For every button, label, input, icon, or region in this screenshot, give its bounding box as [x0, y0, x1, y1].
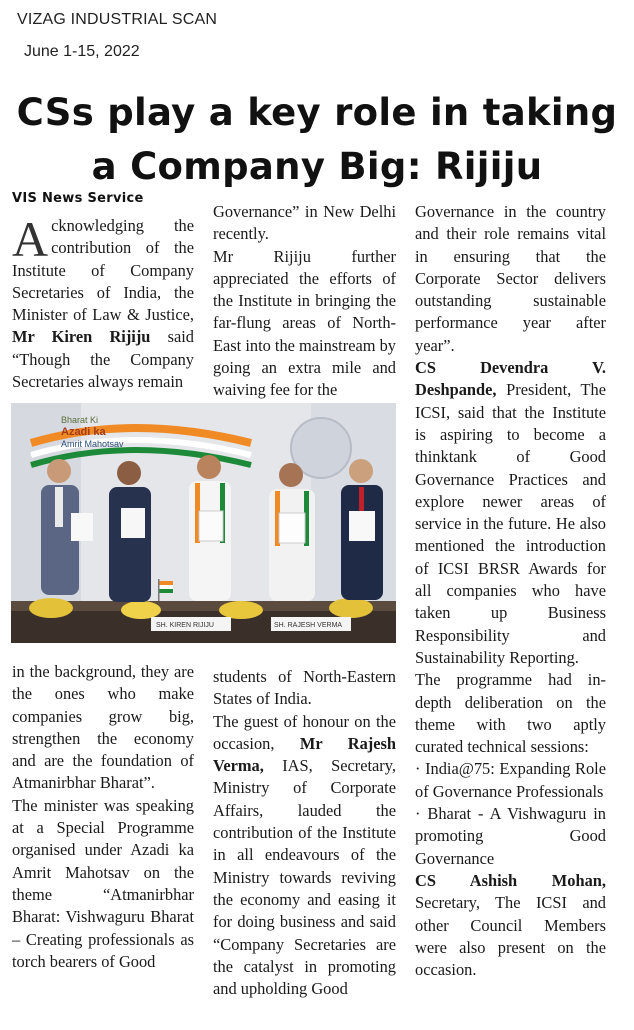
column-2-top: [213, 201, 396, 402]
backdrop-text-3: Amrit Mahotsav: [61, 439, 124, 449]
col3-paragraph-1: Governance in the country and their role remains vital in ensuring that the Corporate Sector delivers outstanding sustainable performance year after year”.: [415, 202, 606, 355]
col3-paragraph-4: [415, 870, 606, 981]
nameplate-text: SH. KIREN RIJIJU: [156, 622, 214, 629]
guest-text-b: IAS, Secretary, Ministry of Corporate Affairs, lauded the contribution of the Institute in all endeavours of the Ministry towards reviving the economy and easing it for doing business and said “Company Secretaries are the catalyst in promoting and upholding Good: [213, 756, 396, 999]
col2-paragraph-2: Mr Rijiju further appreciated the efforts of the Institute in bringing the far-flung areas of North-East into the mainstream by going an extra mile and waiving fee for the: [213, 246, 396, 400]
col1-bottom-paragraph-1: in the background, they are the ones who make companies grow big, strengthen the economy and are the foundation of Atmanirbhar Bharat”.: [12, 662, 194, 793]
headline: [0, 86, 634, 194]
col3-paragraph-2-text: President, The ICSI, said that the Institute is aspiring to become a thinktank of Good Governance Practices and explore newer areas of service in the future. He also mentioned the introduction of ICSI BRSR Awards for all companies who have taken up Business Responsibility and Sustainability Reporting.: [415, 380, 606, 667]
headline-line-2: a Company Big: Rijiju: [91, 145, 543, 188]
minister-name: Mr Kiren Rijiju: [12, 327, 151, 347]
column-1-top: [12, 211, 194, 393]
session-bullet-1: · India@75: Expanding Role of Governance Professionals: [415, 759, 606, 801]
intro-text-b: said “Though the Company Secretaries always remain: [12, 327, 194, 392]
guest-name: Mr Rajesh Verma,: [213, 733, 396, 776]
secretary-name: CS Ashish Mohan,: [415, 870, 606, 890]
guest-text-a: The guest of honour on the occasion,: [213, 711, 396, 753]
event-photo: [11, 403, 396, 643]
backdrop-text-2: Azadi ka: [61, 426, 106, 438]
col3-paragraph-4-text: Secretary, The ICSI and other Council Members were also present on the occasion.: [415, 893, 606, 980]
byline: VIS News Service: [12, 191, 144, 206]
session-bullet-2: · Bharat - A Vishwaguru in promoting Good Governance: [415, 804, 606, 868]
issue-date: June 1-15, 2022: [24, 43, 140, 60]
col3-paragraph-2: [415, 357, 606, 669]
drop-cap: A: [12, 211, 49, 267]
col2-bottom-paragraph-1: students of North-Eastern States of India.: [213, 667, 396, 709]
nameplate-text-2: SH. RAJESH VERMA: [274, 622, 343, 629]
col2-paragraph-1: Governance” in New Delhi recently.: [213, 202, 396, 244]
intro-text-a: cknowledging the contribution of the Institute of Company Secretaries of India, the Minister of Law & Justice,: [12, 216, 194, 325]
col3-paragraph-3: The programme had in-depth deliberation on the theme with two aptly curated technical sessions:: [415, 670, 606, 757]
publication-name: VIZAG INDUSTRIAL SCAN: [17, 11, 218, 28]
col2-bottom-paragraph-2: [213, 711, 396, 1001]
event-photo-illustration: [11, 403, 396, 643]
president-name: CS Devendra V. Deshpande,: [415, 358, 606, 400]
col1-bottom-paragraph-2: The minister was speaking at a Special Programme organised under Azadi ka Amrit Mahotsav on the theme “Atmanirbhar Bharat: Vishwaguru Bharat – Creating professionals as torch bearers of Good: [12, 795, 194, 971]
intro-paragraph: [12, 211, 194, 393]
headline-line-1: CSs play a key role in taking: [16, 91, 618, 134]
column-3: [415, 201, 606, 981]
column-2-bottom: [213, 666, 396, 1000]
column-1-bottom: [12, 661, 194, 973]
backdrop-text-1: Bharat Ki: [61, 415, 99, 425]
